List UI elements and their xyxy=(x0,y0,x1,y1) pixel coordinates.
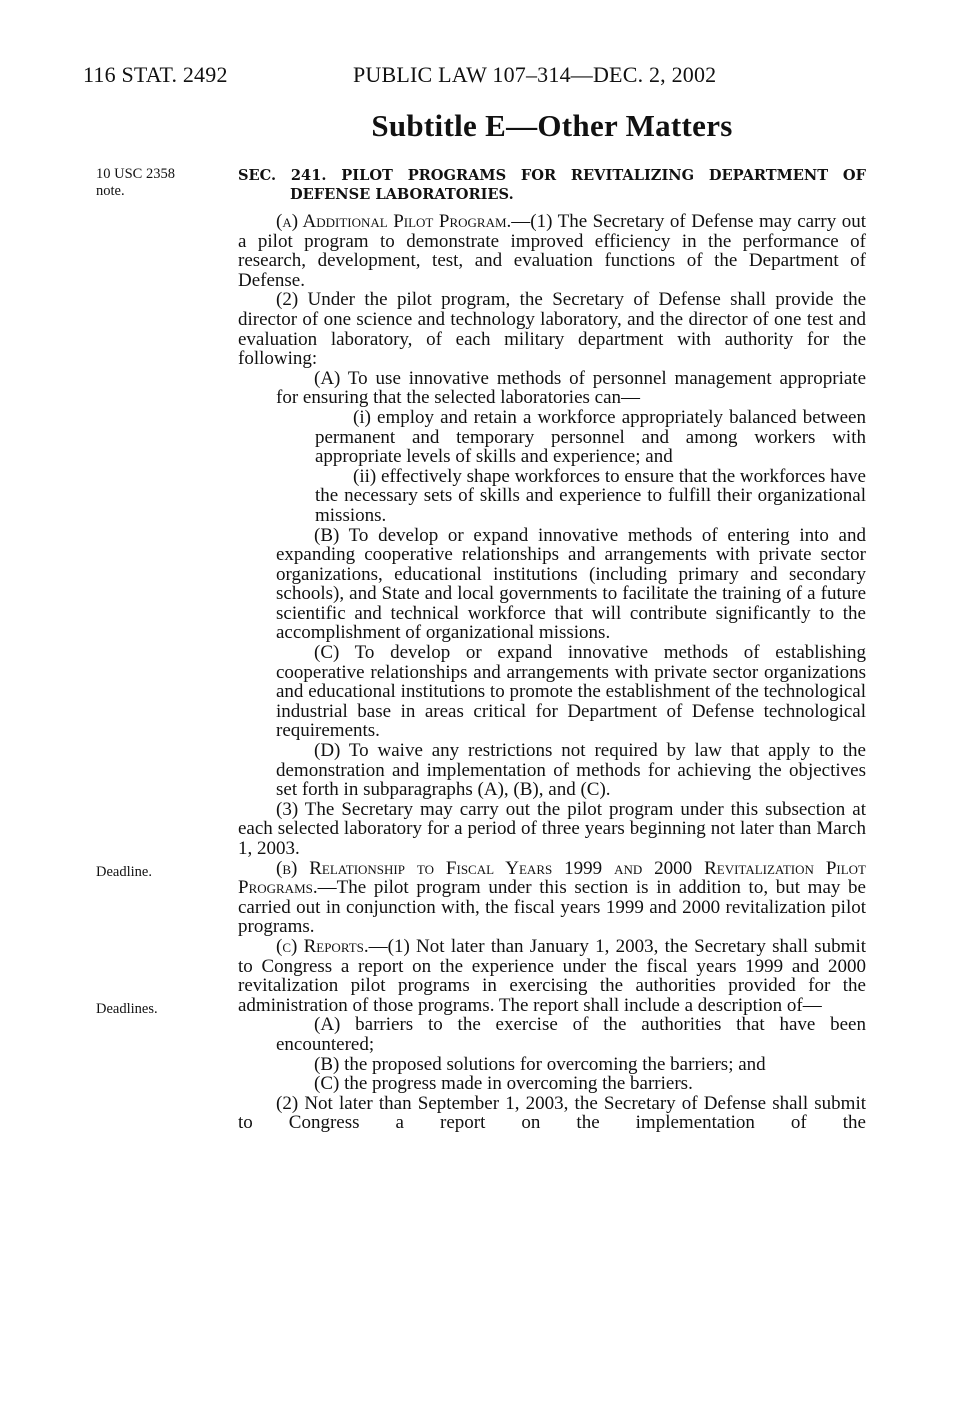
clause-a2Ai: (i) employ and retain a workforce appropriately balanced between permanent and temporary personnel and among workers with appropriate levels of skills and experience; and xyxy=(315,406,866,468)
paragraph-b-caption: (b) Relationship to Fiscal Years 1999 and 2000 Revitalization Pilot Programs. xyxy=(238,857,866,899)
usc-note: note. xyxy=(96,183,125,199)
margin-note-usc xyxy=(96,166,175,200)
subparagraph-c1C: (C) the progress made in overcoming the barriers. xyxy=(314,1073,693,1095)
paragraph-c2: (2) Not later than September 1, 2003, the Secretary of Defense shall submit to Congress a report on the implementation of the xyxy=(238,1092,866,1134)
paragraph-a-caption: (a) Additional Pilot Program. xyxy=(276,211,512,232)
paragraph-a2: (2) Under the pilot program, the Secretary of Defense shall provide the director of one science and technology laboratory, and the director of one test and evaluation laboratory, of each military department with authority for the following: xyxy=(238,289,866,370)
statute-page-number: 116 STAT. 2492 xyxy=(83,62,228,87)
margin-note-deadlines: Deadlines. xyxy=(96,1001,158,1017)
paragraph-a1 xyxy=(238,212,866,290)
paragraph-a1-text: —(1) The Secretary of Defense may carry out a pilot program to demonstrate improved efficiency in the performance of research, development, test, and evaluation functions of the Department of Defense. xyxy=(238,211,866,291)
subtitle-heading: Subtitle E—Other Matters xyxy=(371,108,733,143)
clause-a2Aii: (ii) effectively shape workforces to ensure that the workforces have the necessary sets of skills and experience to fulfill their organizational missions. xyxy=(315,465,866,526)
subparagraph-c1A: (A) barriers to the exercise of the authorities that have been encountered; xyxy=(276,1014,866,1055)
margin-note-deadline: Deadline. xyxy=(96,864,152,880)
subparagraph-a2D: (D) To waive any restrictions not required by law that apply to the demonstration and implementation of methods for achieving the objectives set forth in subparagraphs (A), (B), and (C). xyxy=(276,740,866,801)
paragraph-a3: (3) The Secretary may carry out the pilot program under this subsection at each selected laboratory for a period of three years beginning not later than March 1, 2003. xyxy=(238,798,866,859)
page-header xyxy=(83,62,773,90)
subparagraph-c1B: (B) the proposed solutions for overcoming the barriers; and xyxy=(314,1053,766,1075)
section-body xyxy=(238,166,866,1133)
section-number: SEC. 241. xyxy=(238,167,327,184)
paragraph-b xyxy=(238,859,866,937)
paragraph-c-caption: (c) Reports. xyxy=(276,935,369,957)
paragraph-c1-text: —(1) Not later than January 1, 2003, the Secretary shall submit to Congress a report on the experience under the fiscal years 1999 and 2000 revitalization pilot programs in exercising the authorities provided for the administration of those programs. The report shall include a description of— xyxy=(238,935,867,1016)
paragraph-b-text: —The pilot program under this section is in addition to, but may be carried out in conjunction with, the fiscal years 1999 and 2000 revitalization pilot programs. xyxy=(238,877,866,938)
section-title: PILOT PROGRAMS FOR REVITALIZING DEPARTMENT OF DEFENSE LABORATORIES. xyxy=(290,167,866,203)
section-heading xyxy=(238,166,866,204)
subparagraph-a2A: (A) To use innovative methods of personnel management appropriate for ensuring that the selected laboratories can— xyxy=(276,367,866,409)
paragraph-c1 xyxy=(238,937,866,1015)
subparagraph-a2B: (B) To develop or expand innovative methods of entering into and expanding cooperative relationships and arrangements with private sector organizations, educational institutions (including primary and secondary schools), and State and local governments to facilitate the training of a future scientific and technical workforce that will contribute significantly to the accomplishment of organizational missions. xyxy=(276,524,866,644)
subparagraph-a2C: (C) To develop or expand innovative methods of establishing cooperative relationships and arrangements with private sector organizations and educational institutions to promote the establishment of the technological industrial base in areas critical for Department of Defense technological requirements. xyxy=(276,642,866,742)
public-law-citation: PUBLIC LAW 107–314—DEC. 2, 2002 xyxy=(353,62,717,87)
usc-citation: 10 USC 2358 xyxy=(96,166,175,182)
